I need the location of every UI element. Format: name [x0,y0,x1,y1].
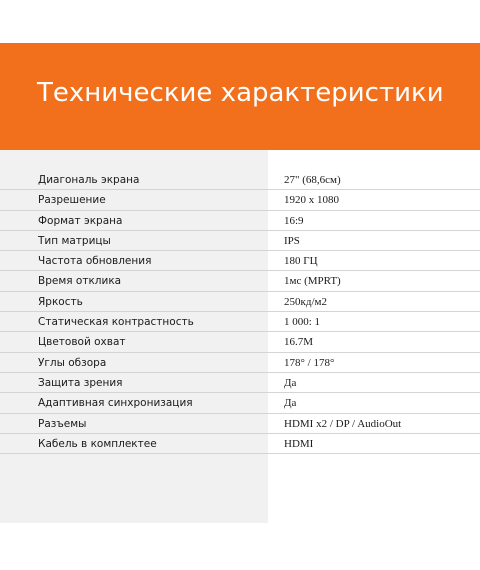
spec-label: Адаптивная синхронизация [38,397,193,410]
spec-row-contrast [0,312,480,332]
spec-row-viewing-angles [0,353,480,373]
spec-row-resolution [0,190,480,210]
spec-label: Частота обновления [38,255,152,268]
spec-label: Диагональ экрана [38,174,140,186]
spec-label: Углы обзора [38,356,107,369]
specs-table [0,170,480,454]
spec-label: Тип матрицы [38,234,111,247]
spec-row-eye-protection [0,373,480,393]
spec-row-matrix-type [0,231,480,251]
spec-row-refresh-rate [0,251,480,271]
spec-row-adaptive-sync [0,393,480,413]
spec-label: Разъемы [38,417,87,430]
spec-row-cable [0,434,480,454]
spec-row-ports [0,414,480,434]
spec-label: Время отклика [38,275,122,288]
spec-value: 1920 x 1080 [284,194,339,207]
spec-row-diagonal [0,170,480,190]
spec-value: HDMI x2 / DP / AudioOut [284,417,402,430]
spec-label: Статическая контрастность [38,316,194,329]
spec-value: 250кд/м2 [284,295,327,308]
spec-value: HDMI [284,437,314,450]
spec-value: IPS [284,234,300,247]
spec-label: Защита зрения [38,376,123,389]
spec-label: Разрешение [38,194,106,207]
spec-row-color-gamut [0,332,480,352]
spec-row-brightness [0,292,480,312]
spec-value: 1 000: 1 [284,316,321,329]
spec-value: 180 ГЦ [284,255,318,268]
spec-row-aspect-ratio [0,211,480,231]
spec-label: Формат экрана [38,214,123,227]
spec-value: 16:9 [284,214,304,227]
page-title: Технические характеристики [37,78,444,108]
spec-value: 178° / 178° [284,356,335,369]
spec-row-response-time [0,271,480,291]
spec-label: Яркость [38,295,83,308]
spec-label: Кабель в комплектее [38,437,157,450]
spec-value: 27" (68,6см) [284,174,341,186]
spec-value: 16.7M [284,336,314,349]
spec-value: 1мс (MPRT) [284,275,341,288]
spec-label: Цветовой охват [38,336,126,349]
spec-value: Да [284,397,297,410]
spec-value: Да [284,376,297,389]
